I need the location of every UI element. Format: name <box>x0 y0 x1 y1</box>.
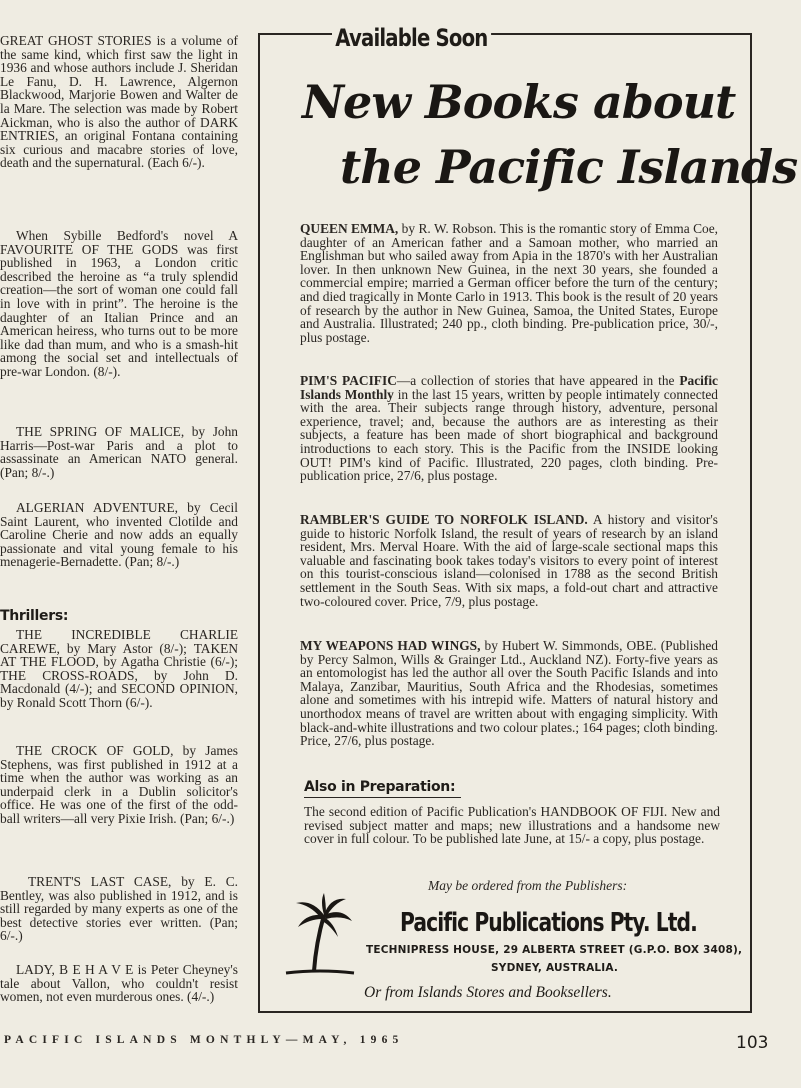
advert-headline-line2: the Pacific Islands <box>340 140 798 194</box>
heading-also-in-preparation: Also in Preparation: <box>304 779 461 798</box>
book-description: A history and visitor's guide to historic Norfolk Island, the result of years of research by an island resident, Mrs. Merval Hoare. With the aid of large-scale sectional maps this valuable and fascinating book takes today's visitors to every point of interest on this tourist-conscious island—colonised in 1788 as the second British settlement in the South Seas. With six maps, a fold-out chart and attractive two-coloured cover. Price, 7/9, plus postage. <box>300 512 718 609</box>
book-description: —a collection of stories that have appeared in the <box>396 373 680 388</box>
paragraph-favourite-of-the-gods: When Sybille Bedford's novel A FAVOURITE OF THE GODS was first published in 1963, a London critic described the heroine as “a truly splendid creation—the sort of woman one could fall in love with in print”. The heroine is the daughter of an Italian Prince and an American heiress, who turns out to be more like dad than mum, and who is a smash-hit among the social set and intellectuals of pre-war London. (8/-). <box>0 228 238 379</box>
book-queen-emma <box>300 222 718 344</box>
paragraph-charlie-carewe: THE INCREDIBLE CHARLIE CAREWE, by Mary Astor (8/-); TAKEN AT THE FLOOD, by Agatha Christie (6/-); THE CROSS-ROADS, by John D. Macdonald (4/-); and SECOND OPINION, by Ronald Scott Thorn (6/-). <box>0 627 238 710</box>
book-title: PIM'S PACIFIC <box>300 373 397 388</box>
advert-banner: Available Soon <box>332 18 491 58</box>
book-pims-pacific <box>300 374 718 483</box>
publisher-address-line2: SYDNEY, AUSTRALIA. <box>491 962 619 974</box>
order-note: May be ordered from the Publishers: <box>428 878 628 893</box>
book-title: QUEEN EMMA, <box>300 221 399 236</box>
book-weapons-had-wings <box>300 639 718 748</box>
paragraph-ghost-stories: GREAT GHOST STORIES is a volume of the same kind, which first saw the light in 1936 and whose authors include J. Sheridan Le Fanu, D. H. Lawrence, Algernon Blackwood, Marjorie Bowen and Walter de la Mare. The selection was made by Robert Aickman, who is also the author of DARK ENTRIES, an original Fontana containing six curious and macabre stories of love, death and the supernatural. (Each 6/-). <box>0 33 238 171</box>
book-handbook-of-fiji <box>304 805 720 846</box>
paragraph-trents-last-case: TRENT'S LAST CASE, by E. C. Bentley, was also published in 1912, and is still regarded by many experts as one of the best detective stories ever written. (Pan; 6/-.) <box>0 874 238 944</box>
magazine-name: Pacific Islands Monthly <box>300 373 718 402</box>
book-description-cont: in the last 15 years, written by people intimately connected with the area. Their subjects range through history, adventure, personal experience, travel; and, because the authors are as interesting as their subjects, a feature has been made of short biographical and background introductions to each story. This is the Pacific from the INSIDE looking OUT! PIM's kind of Pacific. Illustrated, 220 pages, cloth binding. Pre-publication price, 27/6, plus postage. <box>300 386 718 484</box>
stores-note: Or from Islands Stores and Booksellers. <box>364 984 612 1001</box>
publisher-name: Pacific Publications Pty. Ltd. <box>400 908 697 938</box>
book-title: MY WEAPONS HAD WINGS, <box>300 638 481 653</box>
paragraph-spring-of-malice: THE SPRING OF MALICE, by John Harris—Post-war Paris and a plot to assassinate an American NATO general. (Pan; 8/-.) <box>0 424 238 480</box>
advert-headline-line1: New Books about <box>302 75 736 129</box>
book-title: RAMBLER'S GUIDE TO NORFOLK ISLAND. <box>300 512 588 527</box>
paragraph-lady-behave: LADY, B E H A V E is Peter Cheyney's tale about Vallon, who couldn't resist women, not even murderous ones. (4/-.) <box>0 962 238 1005</box>
page-number: 103 <box>736 1033 769 1053</box>
publisher-address-line1: TECHNIPRESS HOUSE, 29 ALBERTA STREET (G.P.O. BOX 3408), <box>366 944 743 956</box>
paragraph-crock-of-gold: THE CROCK OF GOLD, by James Stephens, was first published in 1912 at a time when the author was working as an underpaid clerk in a Dublin solicitor's office. He was one of the first of the odd-ball writers—all very Pixie Irish. (Pan; 6/-.) <box>0 743 238 826</box>
book-description: by R. W. Robson. This is the romantic story of Emma Coe, daughter of an American father and a Samoan mother, who married an Englishman but who sailed away from Apia in the 1870's with her Australian lover. In then unknown New Guinea, in the next 30 years, she founded a commercial empire; married a German officer before the turn of the century; and died tragically in Monte Carlo in 1913. This book is the result of 20 years of research by the author in New Guinea, Samoa, the United States, Europe and Australia. Illustrated; 240 pp., cloth binding. Pre-publication price, 30/-, plus postage. <box>300 221 718 345</box>
heading-thrillers: Thrillers: <box>0 608 69 624</box>
paragraph-algerian-adventure: ALGERIAN ADVENTURE, by Cecil Saint Laurent, who invented Clotilde and Caroline Cherie and now adds an equally passionate and vital young female to his menagerie-Bernadette. (Pan; 8/-.) <box>0 500 238 570</box>
book-description: by Hubert W. Simmonds, OBE. (Published by Percy Salmon, Wills & Grainger Ltd., Auckland NZ). Forty-five years as an entomologist has led the author all over the South Pacific Islands and into Malaya, Zanzibar, Mauritius, South Africa and the Rhodesias, sometimes alone and sometimes with his intrepid wife. Matters of natural history and unorthodox means of travel are written about with engaging simplicity. With black-and-white illustrations and two colour plates.; 164 pages; cloth binding. Price, 27/6, plus postage. <box>300 638 718 749</box>
palm-tree-icon <box>284 893 356 977</box>
book-description: The second edition of Pacific Publication's HANDBOOK OF FIJI. New and revised subject matter and maps; new illustrations and a handsome new cover in full colour. To be published late June, at 15/- a copy, plus postage. <box>304 804 720 847</box>
footer-magazine-line: PACIFIC ISLANDS MONTHLY—MAY, 1965 <box>4 1034 404 1046</box>
book-ramblers-guide <box>300 513 718 608</box>
